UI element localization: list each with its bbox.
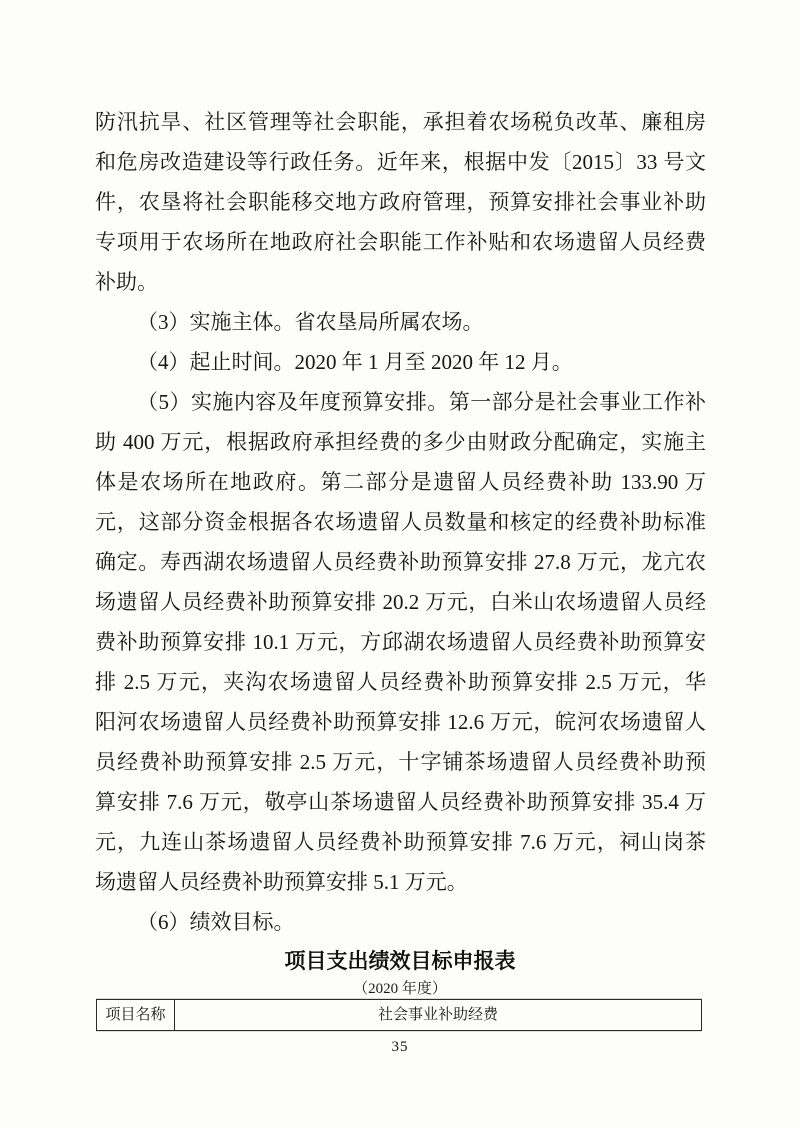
text-line: 场遗留人员经费补助预算安排 20.2 万元，白米山农场遗留人员经 bbox=[95, 590, 706, 614]
performance-table-title: 项目支出绩效目标申报表 bbox=[284, 949, 516, 973]
text-line: 补助。 bbox=[95, 270, 158, 294]
document-body bbox=[95, 102, 706, 942]
text-line: （6）绩效目标。 bbox=[137, 910, 295, 934]
page-number: 35 bbox=[391, 1039, 409, 1055]
text-line: 件，农垦将社会职能移交地方政府管理，预算安排社会事业补助 bbox=[95, 190, 706, 214]
text-line: 费补助预算安排 10.1 万元，方邱湖农场遗留人员经费补助预算安 bbox=[95, 630, 706, 654]
performance-declaration-table bbox=[96, 999, 702, 1031]
text-line: （5）实施内容及年度预算安排。第一部分是社会事业工作补 bbox=[137, 390, 706, 414]
text-line: 防汛抗旱、社区管理等社会职能，承担着农场税负改革、廉租房 bbox=[95, 110, 706, 134]
text-line: 确定。寿西湖农场遗留人员经费补助预算安排 27.8 万元，龙亢农 bbox=[95, 550, 706, 574]
performance-table-subtitle: （2020 年度） bbox=[353, 981, 447, 997]
table-cell-project-name-label: 项目名称 bbox=[97, 1000, 175, 1030]
table-cell-project-name-value: 社会事业补助经费 bbox=[377, 1007, 498, 1023]
text-line: 阳河农场遗留人员经费补助预算安排 12.6 万元，皖河农场遗留人 bbox=[95, 710, 706, 734]
text-line: （3）实施主体。省农垦局所属农场。 bbox=[137, 310, 484, 334]
text-line: 员经费补助预算安排 2.5 万元，十字铺茶场遗留人员经费补助预 bbox=[95, 750, 706, 774]
text-line: 和危房改造建设等行政任务。近年来，根据中发〔2015〕33 号文 bbox=[95, 150, 706, 174]
text-line: 场遗留人员经费补助预算安排 5.1 万元。 bbox=[95, 870, 468, 894]
text-line: 元，这部分资金根据各农场遗留人员数量和核定的经费补助标准 bbox=[95, 510, 706, 534]
text-line: 排 2.5 万元，夹沟农场遗留人员经费补助预算安排 2.5 万元，华 bbox=[95, 670, 706, 694]
text-line: 专项用于农场所在地政府社会职能工作补贴和农场遗留人员经费 bbox=[95, 230, 706, 254]
text-line: 助 400 万元，根据政府承担经费的多少由财政分配确定，实施主 bbox=[95, 430, 706, 454]
text-line: （4）起止时间。2020 年 1 月至 2020 年 12 月。 bbox=[137, 350, 573, 374]
text-line: 元，九连山茶场遗留人员经费补助预算安排 7.6 万元，祠山岗茶 bbox=[95, 830, 706, 854]
text-line: 算安排 7.6 万元，敬亭山茶场遗留人员经费补助预算安排 35.4 万 bbox=[95, 790, 706, 814]
text-line: 体是农场所在地政府。第二部分是遗留人员经费补助 133.90 万 bbox=[95, 470, 706, 494]
